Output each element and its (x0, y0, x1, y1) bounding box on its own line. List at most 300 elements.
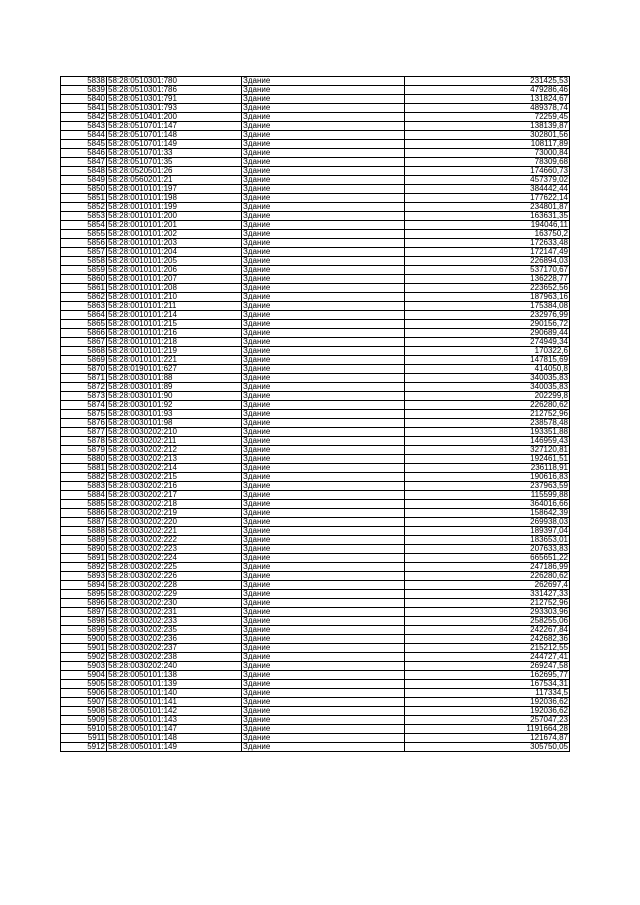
row-number: 5878 (61, 437, 107, 446)
cadastral-value: 190616,83 (405, 473, 570, 482)
row-number: 5892 (61, 563, 107, 572)
cadastral-value: 226280,62 (405, 572, 570, 581)
cadastral-value: 414050,8 (405, 365, 570, 374)
cadastral-value: 172147,49 (405, 248, 570, 257)
cadastral-value: 457379,02 (405, 176, 570, 185)
property-table (60, 76, 570, 752)
object-type: Здание (242, 725, 405, 734)
cadastral-value: 537170,67 (405, 266, 570, 275)
table-row (61, 248, 570, 257)
row-number: 5891 (61, 554, 107, 563)
table-row (61, 329, 570, 338)
object-type: Здание (242, 572, 405, 581)
cadastral-number: 58:28:0030202:230 (107, 599, 242, 608)
cadastral-value: 331427,33 (405, 590, 570, 599)
cadastral-number: 58:28:0030202:224 (107, 554, 242, 563)
table-row (61, 554, 570, 563)
table-row (61, 707, 570, 716)
row-number: 5883 (61, 482, 107, 491)
cadastral-value: 234801,87 (405, 203, 570, 212)
row-number: 5846 (61, 149, 107, 158)
cadastral-value: 340035,83 (405, 383, 570, 392)
cadastral-value: 257047,23 (405, 716, 570, 725)
table-row (61, 572, 570, 581)
cadastral-number: 58:28:0010101:221 (107, 356, 242, 365)
cadastral-value: 340035,83 (405, 374, 570, 383)
table-row (61, 167, 570, 176)
object-type: Здание (242, 581, 405, 590)
object-type: Здание (242, 617, 405, 626)
cadastral-number: 58:28:0010101:214 (107, 311, 242, 320)
object-type: Здание (242, 248, 405, 257)
table-row (61, 356, 570, 365)
object-type: Здание (242, 680, 405, 689)
cadastral-number: 58:28:0010101:203 (107, 239, 242, 248)
cadastral-value: 290689,44 (405, 329, 570, 338)
object-type: Здание (242, 599, 405, 608)
table-row (61, 644, 570, 653)
object-type: Здание (242, 464, 405, 473)
object-type: Здание (242, 266, 405, 275)
cadastral-value: 175384,08 (405, 302, 570, 311)
cadastral-value: 262697,4 (405, 581, 570, 590)
row-number: 5842 (61, 113, 107, 122)
row-number: 5839 (61, 86, 107, 95)
object-type: Здание (242, 194, 405, 203)
object-type: Здание (242, 437, 405, 446)
table-row (61, 140, 570, 149)
cadastral-number: 58:28:0030202:214 (107, 464, 242, 473)
cadastral-number: 58:28:0030202:219 (107, 509, 242, 518)
object-type: Здание (242, 734, 405, 743)
row-number: 5899 (61, 626, 107, 635)
table-row (61, 392, 570, 401)
object-type: Здание (242, 419, 405, 428)
cadastral-number: 58:28:0010101:200 (107, 212, 242, 221)
row-number: 5910 (61, 725, 107, 734)
table-row (61, 635, 570, 644)
cadastral-number: 58:28:0010101:215 (107, 320, 242, 329)
object-type: Здание (242, 410, 405, 419)
cadastral-value: 147815,69 (405, 356, 570, 365)
cadastral-number: 58:28:0030202:210 (107, 428, 242, 437)
row-number: 5877 (61, 428, 107, 437)
table-row (61, 626, 570, 635)
cadastral-number: 58:28:0030202:215 (107, 473, 242, 482)
cadastral-value: 489378,74 (405, 104, 570, 113)
table-row (61, 653, 570, 662)
object-type: Здание (242, 221, 405, 230)
row-number: 5860 (61, 275, 107, 284)
table-row (61, 194, 570, 203)
row-number: 5848 (61, 167, 107, 176)
object-type: Здание (242, 122, 405, 131)
cadastral-value: 305750,05 (405, 743, 570, 752)
object-type: Здание (242, 77, 405, 86)
table-row (61, 716, 570, 725)
object-type: Здание (242, 230, 405, 239)
object-type: Здание (242, 167, 405, 176)
object-type: Здание (242, 500, 405, 509)
object-type: Здание (242, 473, 405, 482)
row-number: 5870 (61, 365, 107, 374)
cadastral-value: 189397,04 (405, 527, 570, 536)
object-type: Здание (242, 356, 405, 365)
cadastral-value: 194046,11 (405, 221, 570, 230)
cadastral-number: 58:28:0010101:197 (107, 185, 242, 194)
cadastral-number: 58:28:0050101:147 (107, 725, 242, 734)
row-number: 5902 (61, 653, 107, 662)
object-type: Здание (242, 554, 405, 563)
object-type: Здание (242, 320, 405, 329)
object-type: Здание (242, 563, 405, 572)
cadastral-number: 58:28:0010101:208 (107, 284, 242, 293)
cadastral-value: 146959,43 (405, 437, 570, 446)
cadastral-value: 78309,68 (405, 158, 570, 167)
row-number: 5873 (61, 392, 107, 401)
object-type: Здание (242, 284, 405, 293)
table-row (61, 410, 570, 419)
table-row (61, 563, 570, 572)
table-row (61, 302, 570, 311)
cadastral-number: 58:28:0010101:206 (107, 266, 242, 275)
cadastral-value: 183653,01 (405, 536, 570, 545)
row-number: 5855 (61, 230, 107, 239)
object-type: Здание (242, 545, 405, 554)
cadastral-value: 131824,67 (405, 95, 570, 104)
table-row (61, 500, 570, 509)
table-row (61, 338, 570, 347)
cadastral-number: 58:28:0010101:216 (107, 329, 242, 338)
row-number: 5909 (61, 716, 107, 725)
table-row (61, 374, 570, 383)
table-row (61, 581, 570, 590)
row-number: 5861 (61, 284, 107, 293)
object-type: Здание (242, 644, 405, 653)
cadastral-number: 58:28:0050101:142 (107, 707, 242, 716)
row-number: 5869 (61, 356, 107, 365)
row-number: 5875 (61, 410, 107, 419)
cadastral-value: 212752,96 (405, 599, 570, 608)
cadastral-value: 215212,55 (405, 644, 570, 653)
row-number: 5900 (61, 635, 107, 644)
table-row (61, 158, 570, 167)
cadastral-value: 232976,99 (405, 311, 570, 320)
cadastral-number: 58:28:0010101:198 (107, 194, 242, 203)
table-row (61, 365, 570, 374)
cadastral-number: 58:28:0030202:216 (107, 482, 242, 491)
cadastral-value: 269938,03 (405, 518, 570, 527)
table-row (61, 185, 570, 194)
table-row (61, 347, 570, 356)
cadastral-number: 58:28:0030202:228 (107, 581, 242, 590)
cadastral-number: 58:28:0510301:780 (107, 77, 242, 86)
cadastral-number: 58:28:0030202:233 (107, 617, 242, 626)
table-row (61, 617, 570, 626)
object-type: Здание (242, 689, 405, 698)
object-type: Здание (242, 212, 405, 221)
row-number: 5898 (61, 617, 107, 626)
table-row (61, 320, 570, 329)
cadastral-value: 174660,73 (405, 167, 570, 176)
table-row (61, 104, 570, 113)
cadastral-value: 364016,66 (405, 500, 570, 509)
cadastral-number: 58:28:0050101:138 (107, 671, 242, 680)
cadastral-value: 193351,88 (405, 428, 570, 437)
cadastral-value: 192461,51 (405, 455, 570, 464)
row-number: 5854 (61, 221, 107, 230)
cadastral-number: 58:28:0510701:35 (107, 158, 242, 167)
row-number: 5912 (61, 743, 107, 752)
row-number: 5840 (61, 95, 107, 104)
table-row (61, 95, 570, 104)
cadastral-value: 665651,22 (405, 554, 570, 563)
object-type: Здание (242, 518, 405, 527)
cadastral-number: 58:28:0050101:139 (107, 680, 242, 689)
table-row (61, 482, 570, 491)
table-row (61, 680, 570, 689)
table-row (61, 599, 570, 608)
object-type: Здание (242, 455, 405, 464)
cadastral-number: 58:28:0030202:240 (107, 662, 242, 671)
cadastral-value: 242267,84 (405, 626, 570, 635)
row-number: 5844 (61, 131, 107, 140)
row-number: 5871 (61, 374, 107, 383)
table-row (61, 293, 570, 302)
table-row (61, 401, 570, 410)
cadastral-value: 226280,62 (405, 401, 570, 410)
row-number: 5863 (61, 302, 107, 311)
table-row (61, 113, 570, 122)
cadastral-value: 202299,8 (405, 392, 570, 401)
row-number: 5908 (61, 707, 107, 716)
row-number: 5894 (61, 581, 107, 590)
table-row (61, 689, 570, 698)
row-number: 5862 (61, 293, 107, 302)
row-number: 5864 (61, 311, 107, 320)
object-type: Здание (242, 257, 405, 266)
row-number: 5905 (61, 680, 107, 689)
cadastral-number: 58:28:0510301:791 (107, 95, 242, 104)
row-number: 5897 (61, 608, 107, 617)
table-row (61, 743, 570, 752)
object-type: Здание (242, 392, 405, 401)
table-row (61, 86, 570, 95)
cadastral-value: 274949,34 (405, 338, 570, 347)
cadastral-number: 58:28:0030202:236 (107, 635, 242, 644)
cadastral-number: 58:28:0010101:218 (107, 338, 242, 347)
cadastral-value: 192036,62 (405, 707, 570, 716)
cadastral-number: 58:28:0030202:231 (107, 608, 242, 617)
cadastral-value: 170322,6 (405, 347, 570, 356)
object-type: Здание (242, 95, 405, 104)
cadastral-value: 223652,56 (405, 284, 570, 293)
object-type: Здание (242, 527, 405, 536)
table-row (61, 275, 570, 284)
cadastral-value: 136228,77 (405, 275, 570, 284)
row-number: 5893 (61, 572, 107, 581)
row-number: 5843 (61, 122, 107, 131)
object-type: Здание (242, 176, 405, 185)
object-type: Здание (242, 158, 405, 167)
cadastral-value: 238578,48 (405, 419, 570, 428)
cadastral-value: 187963,16 (405, 293, 570, 302)
row-number: 5872 (61, 383, 107, 392)
cadastral-number: 58:28:0010101:199 (107, 203, 242, 212)
cadastral-value: 212752,96 (405, 410, 570, 419)
cadastral-number: 58:28:0030202:225 (107, 563, 242, 572)
cadastral-number: 58:28:0510301:786 (107, 86, 242, 95)
cadastral-value: 1191664,28 (405, 725, 570, 734)
cadastral-number: 58:28:0010101:202 (107, 230, 242, 239)
cadastral-value: 293303,96 (405, 608, 570, 617)
table-row (61, 419, 570, 428)
cadastral-value: 163631,35 (405, 212, 570, 221)
row-number: 5901 (61, 644, 107, 653)
cadastral-number: 58:28:0030202:218 (107, 500, 242, 509)
row-number: 5847 (61, 158, 107, 167)
object-type: Здание (242, 113, 405, 122)
row-number: 5890 (61, 545, 107, 554)
row-number: 5895 (61, 590, 107, 599)
table-row (61, 491, 570, 500)
cadastral-number: 58:28:0030202:222 (107, 536, 242, 545)
object-type: Здание (242, 482, 405, 491)
object-type: Здание (242, 311, 405, 320)
cadastral-value: 73000,84 (405, 149, 570, 158)
cadastral-value: 172633,48 (405, 239, 570, 248)
object-type: Здание (242, 446, 405, 455)
row-number: 5859 (61, 266, 107, 275)
row-number: 5876 (61, 419, 107, 428)
cadastral-number: 58:28:0050101:143 (107, 716, 242, 725)
row-number: 5866 (61, 329, 107, 338)
cadastral-number: 58:28:0050101:148 (107, 734, 242, 743)
object-type: Здание (242, 590, 405, 599)
object-type: Здание (242, 293, 405, 302)
object-type: Здание (242, 239, 405, 248)
object-type: Здание (242, 671, 405, 680)
cadastral-number: 58:28:0010101:204 (107, 248, 242, 257)
cadastral-value: 290156,72 (405, 320, 570, 329)
object-type: Здание (242, 626, 405, 635)
cadastral-value: 115599,88 (405, 491, 570, 500)
object-type: Здание (242, 86, 405, 95)
row-number: 5867 (61, 338, 107, 347)
cadastral-number: 58:28:0030202:238 (107, 653, 242, 662)
table-row (61, 662, 570, 671)
table-row (61, 176, 570, 185)
cadastral-value: 384442,44 (405, 185, 570, 194)
row-number: 5857 (61, 248, 107, 257)
table-row (61, 608, 570, 617)
cadastral-number: 58:28:0010101:207 (107, 275, 242, 284)
cadastral-value: 479286,46 (405, 86, 570, 95)
row-number: 5882 (61, 473, 107, 482)
cadastral-number: 58:28:0510301:793 (107, 104, 242, 113)
table-row (61, 257, 570, 266)
object-type: Здание (242, 140, 405, 149)
row-number: 5849 (61, 176, 107, 185)
cadastral-value: 237963,59 (405, 482, 570, 491)
table-row (61, 698, 570, 707)
object-type: Здание (242, 374, 405, 383)
row-number: 5845 (61, 140, 107, 149)
object-type: Здание (242, 698, 405, 707)
cadastral-value: 231425,53 (405, 77, 570, 86)
cadastral-number: 58:28:0030101:93 (107, 410, 242, 419)
cadastral-value: 177622,14 (405, 194, 570, 203)
object-type: Здание (242, 365, 405, 374)
cadastral-value: 242682,36 (405, 635, 570, 644)
cadastral-number: 58:28:0510701:33 (107, 149, 242, 158)
cadastral-number: 58:28:0010101:211 (107, 302, 242, 311)
cadastral-number: 58:28:0030202:223 (107, 545, 242, 554)
table-row (61, 266, 570, 275)
row-number: 5850 (61, 185, 107, 194)
cadastral-number: 58:28:0030202:217 (107, 491, 242, 500)
object-type: Здание (242, 329, 405, 338)
row-number: 5841 (61, 104, 107, 113)
cadastral-number: 58:28:0510701:148 (107, 131, 242, 140)
object-type: Здание (242, 347, 405, 356)
object-type: Здание (242, 536, 405, 545)
cadastral-value: 327120,81 (405, 446, 570, 455)
object-type: Здание (242, 707, 405, 716)
row-number: 5906 (61, 689, 107, 698)
object-type: Здание (242, 338, 405, 347)
cadastral-value: 162695,77 (405, 671, 570, 680)
row-number: 5886 (61, 509, 107, 518)
row-number: 5868 (61, 347, 107, 356)
cadastral-value: 258255,06 (405, 617, 570, 626)
row-number: 5889 (61, 536, 107, 545)
cadastral-value: 302801,56 (405, 131, 570, 140)
cadastral-number: 58:28:0050101:141 (107, 698, 242, 707)
table-row (61, 230, 570, 239)
row-number: 5858 (61, 257, 107, 266)
table-row (61, 428, 570, 437)
cadastral-value: 192036,62 (405, 698, 570, 707)
table-row (61, 437, 570, 446)
object-type: Здание (242, 716, 405, 725)
cadastral-number: 58:28:0030101:89 (107, 383, 242, 392)
cadastral-number: 58:28:0560201:21 (107, 176, 242, 185)
object-type: Здание (242, 131, 405, 140)
cadastral-value: 269247,58 (405, 662, 570, 671)
table-row (61, 464, 570, 473)
cadastral-number: 58:28:0010101:210 (107, 293, 242, 302)
row-number: 5887 (61, 518, 107, 527)
table-row (61, 131, 570, 140)
table-row (61, 284, 570, 293)
object-type: Здание (242, 203, 405, 212)
object-type: Здание (242, 185, 405, 194)
row-number: 5838 (61, 77, 107, 86)
table-row (61, 473, 570, 482)
row-number: 5888 (61, 527, 107, 536)
object-type: Здание (242, 383, 405, 392)
object-type: Здание (242, 149, 405, 158)
row-number: 5904 (61, 671, 107, 680)
cadastral-number: 58:28:0050101:149 (107, 743, 242, 752)
row-number: 5852 (61, 203, 107, 212)
cadastral-number: 58:28:0050101:140 (107, 689, 242, 698)
row-number: 5879 (61, 446, 107, 455)
cadastral-number: 58:28:0010101:205 (107, 257, 242, 266)
table-row (61, 527, 570, 536)
cadastral-number: 58:28:0030202:221 (107, 527, 242, 536)
